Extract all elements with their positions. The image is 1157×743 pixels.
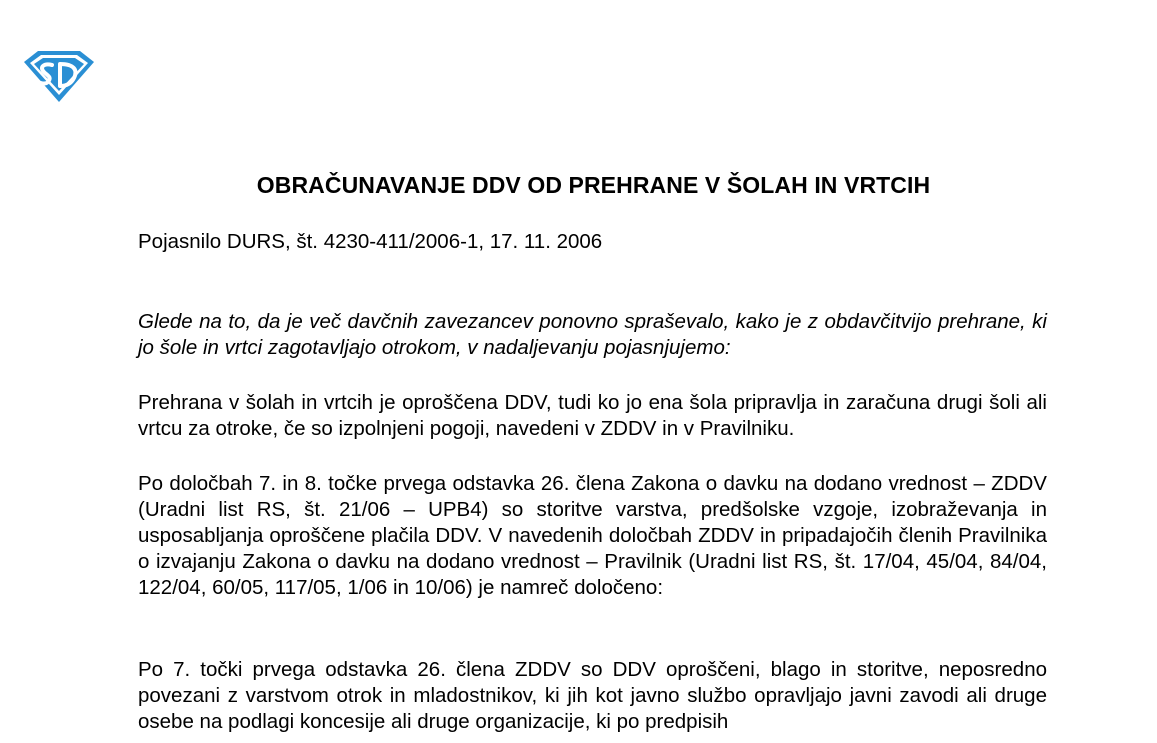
- intro-paragraph: Glede na to, da je več davčnih zavezancev ponovno spraševalo, kako je z obdavčitvijo prehrane, ki jo šole in vrtci zagotavljajo otrokom, v nadaljevanju pojasnjujemo:: [138, 310, 1047, 359]
- body-paragraph-2: Po določbah 7. in 8. točke prvega odstavka 26. člena Zakona o davku na dodano vrednost – ZDDV (Uradni list RS, št. 21/06 – UPB4) so storitve varstva, predšolske vzgoje, izobraževanja in usposabljanja oproščene plačila DDV. V navedenih določbah ZDDV in pripadajočih členih Pravilnika o izvajanju Zakona o davku na dodano vrednost – Pravilnik (Uradni list RS, št. 17/04, 45/04, 84/04, 122/04, 60/05, 117/05, 1/06 in 10/06) je namreč določeno:: [138, 472, 1047, 599]
- document-reference: Pojasnilo DURS, št. 4230-411/2006-1, 17. 11. 2006: [138, 230, 603, 253]
- sd-logo-icon: [22, 48, 96, 104]
- body-paragraph-3: Po 7. točki prvega odstavka 26. člena ZDDV so DDV oproščeni, blago in storitve, neposredno povezani z varstvom otrok in mladostnikov, ki jih kot javno službo opravljajo javni zavodi ali druge osebe na podlagi koncesije ali druge organizacije, ki po predpisih: [138, 658, 1047, 733]
- body-paragraph-1: Prehrana v šolah in vrtcih je oproščena DDV, tudi ko jo ena šola pripravlja in zaračuna drugi šoli ali vrtcu za otroke, če so izpolnjeni pogoji, navedeni v ZDDV in v Pravilniku.: [138, 391, 1047, 440]
- document-title: OBRAČUNAVANJE DDV OD PREHRANE V ŠOLAH IN VRTCIH: [256, 172, 931, 198]
